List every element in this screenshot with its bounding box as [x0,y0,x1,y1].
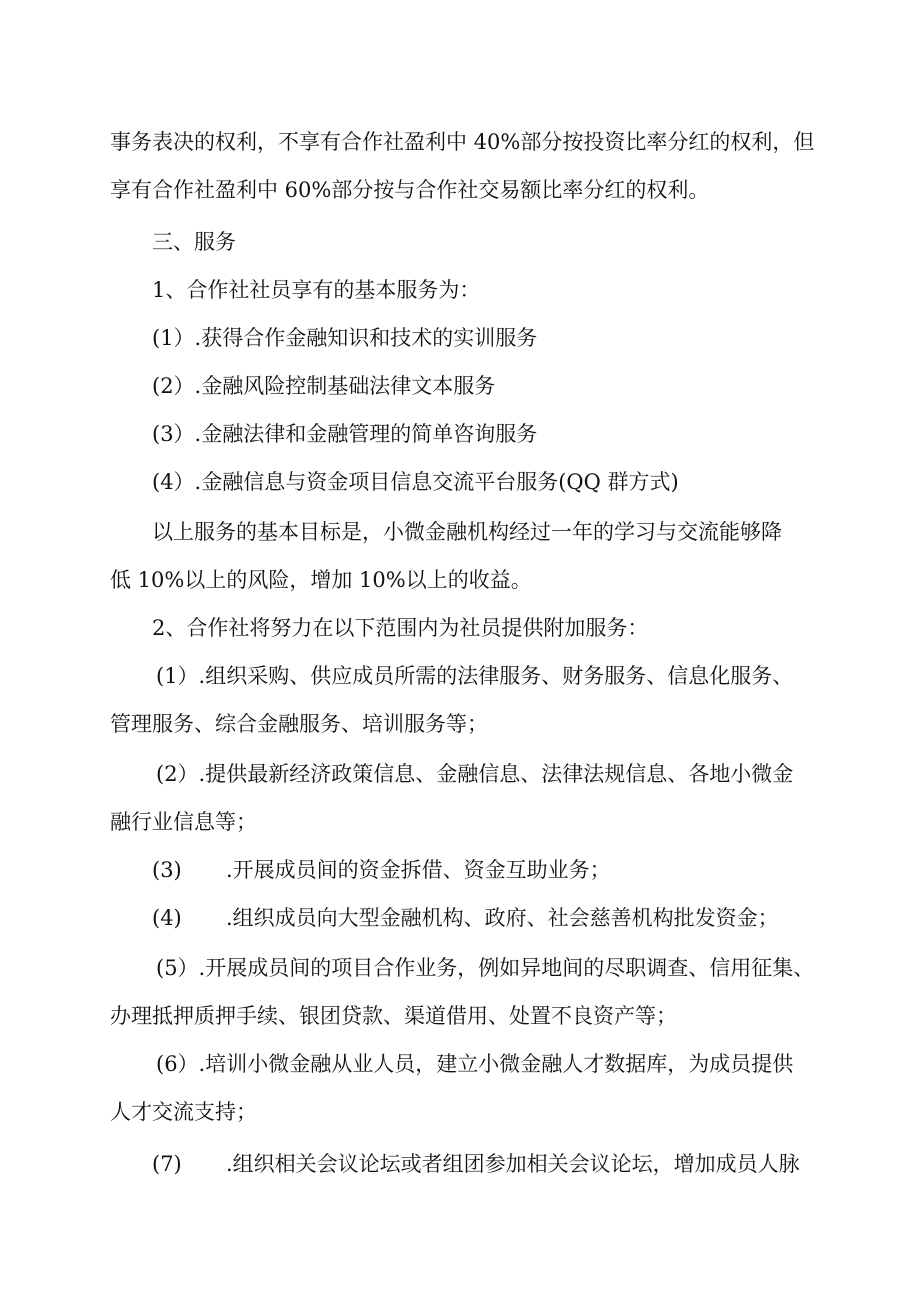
paragraph-line: 享有合作社盈利中 60%部分按与合作社交易额比率分红的权利。 [110,178,710,202]
subsection-heading: 1、合作社社员享有的基本服务为： [152,278,481,302]
list-item: (5）.开展成员间的项目合作业务，例如异地间的尽职调查、信用征集、 [156,956,815,980]
list-item-text: .组织成员向大型金融机构、政府、社会慈善机构批发资金； [226,906,779,930]
list-item-continuation: 管理服务、综合金融服务、培训服务等； [110,712,488,736]
list-item [0,858,920,882]
subsection-heading: 2、合作社将努力在以下范围内为社员提供附加服务： [152,616,649,640]
list-item-number: (7) [152,1152,182,1176]
list-item: (1）.组织采购、供应成员所需的法律服务、财务服务、信息化服务、 [156,664,794,688]
list-item-text: .开展成员间的资金拆借、资金互助业务； [226,858,611,882]
section-heading: 三、服务 [152,230,236,254]
list-item-number: (4) [152,906,182,930]
paragraph-line: 以上服务的基本目标是，小微金融机构经过一年的学习与交流能够降 [152,520,782,544]
paragraph-line: 事务表决的权利，不享有合作社盈利中 40%部分按投资比率分红的权利，但 [110,130,815,154]
list-item-continuation: 人才交流支持； [110,1100,257,1124]
list-item [0,906,920,930]
list-item-text: .组织相关会议论坛或者组团参加相关会议论坛，增加成员人脉 [226,1152,800,1176]
list-item: (6）.培训小微金融从业人员，建立小微金融人才数据库，为成员提供 [156,1052,794,1076]
list-item: (1）.获得合作金融知识和技术的实训服务 [152,326,538,350]
list-item-number: (3) [152,858,182,882]
list-item: (4）.金融信息与资金项目信息交流平台服务(QQ 群方式) [152,470,679,494]
list-item [0,1152,920,1176]
list-item: (2）.提供最新经济政策信息、金融信息、法律法规信息、各地小微金 [156,762,794,786]
paragraph-line: 低 10%以上的风险，增加 10%以上的收益。 [110,568,532,592]
list-item-continuation: 办理抵押质押手续、银团贷款、渠道借用、处置不良资产等； [110,1004,677,1028]
list-item: (3）.金融法律和金融管理的简单咨询服务 [152,422,538,446]
list-item-continuation: 融行业信息等； [110,810,257,834]
list-item: (2）.金融风险控制基础法律文本服务 [152,374,496,398]
